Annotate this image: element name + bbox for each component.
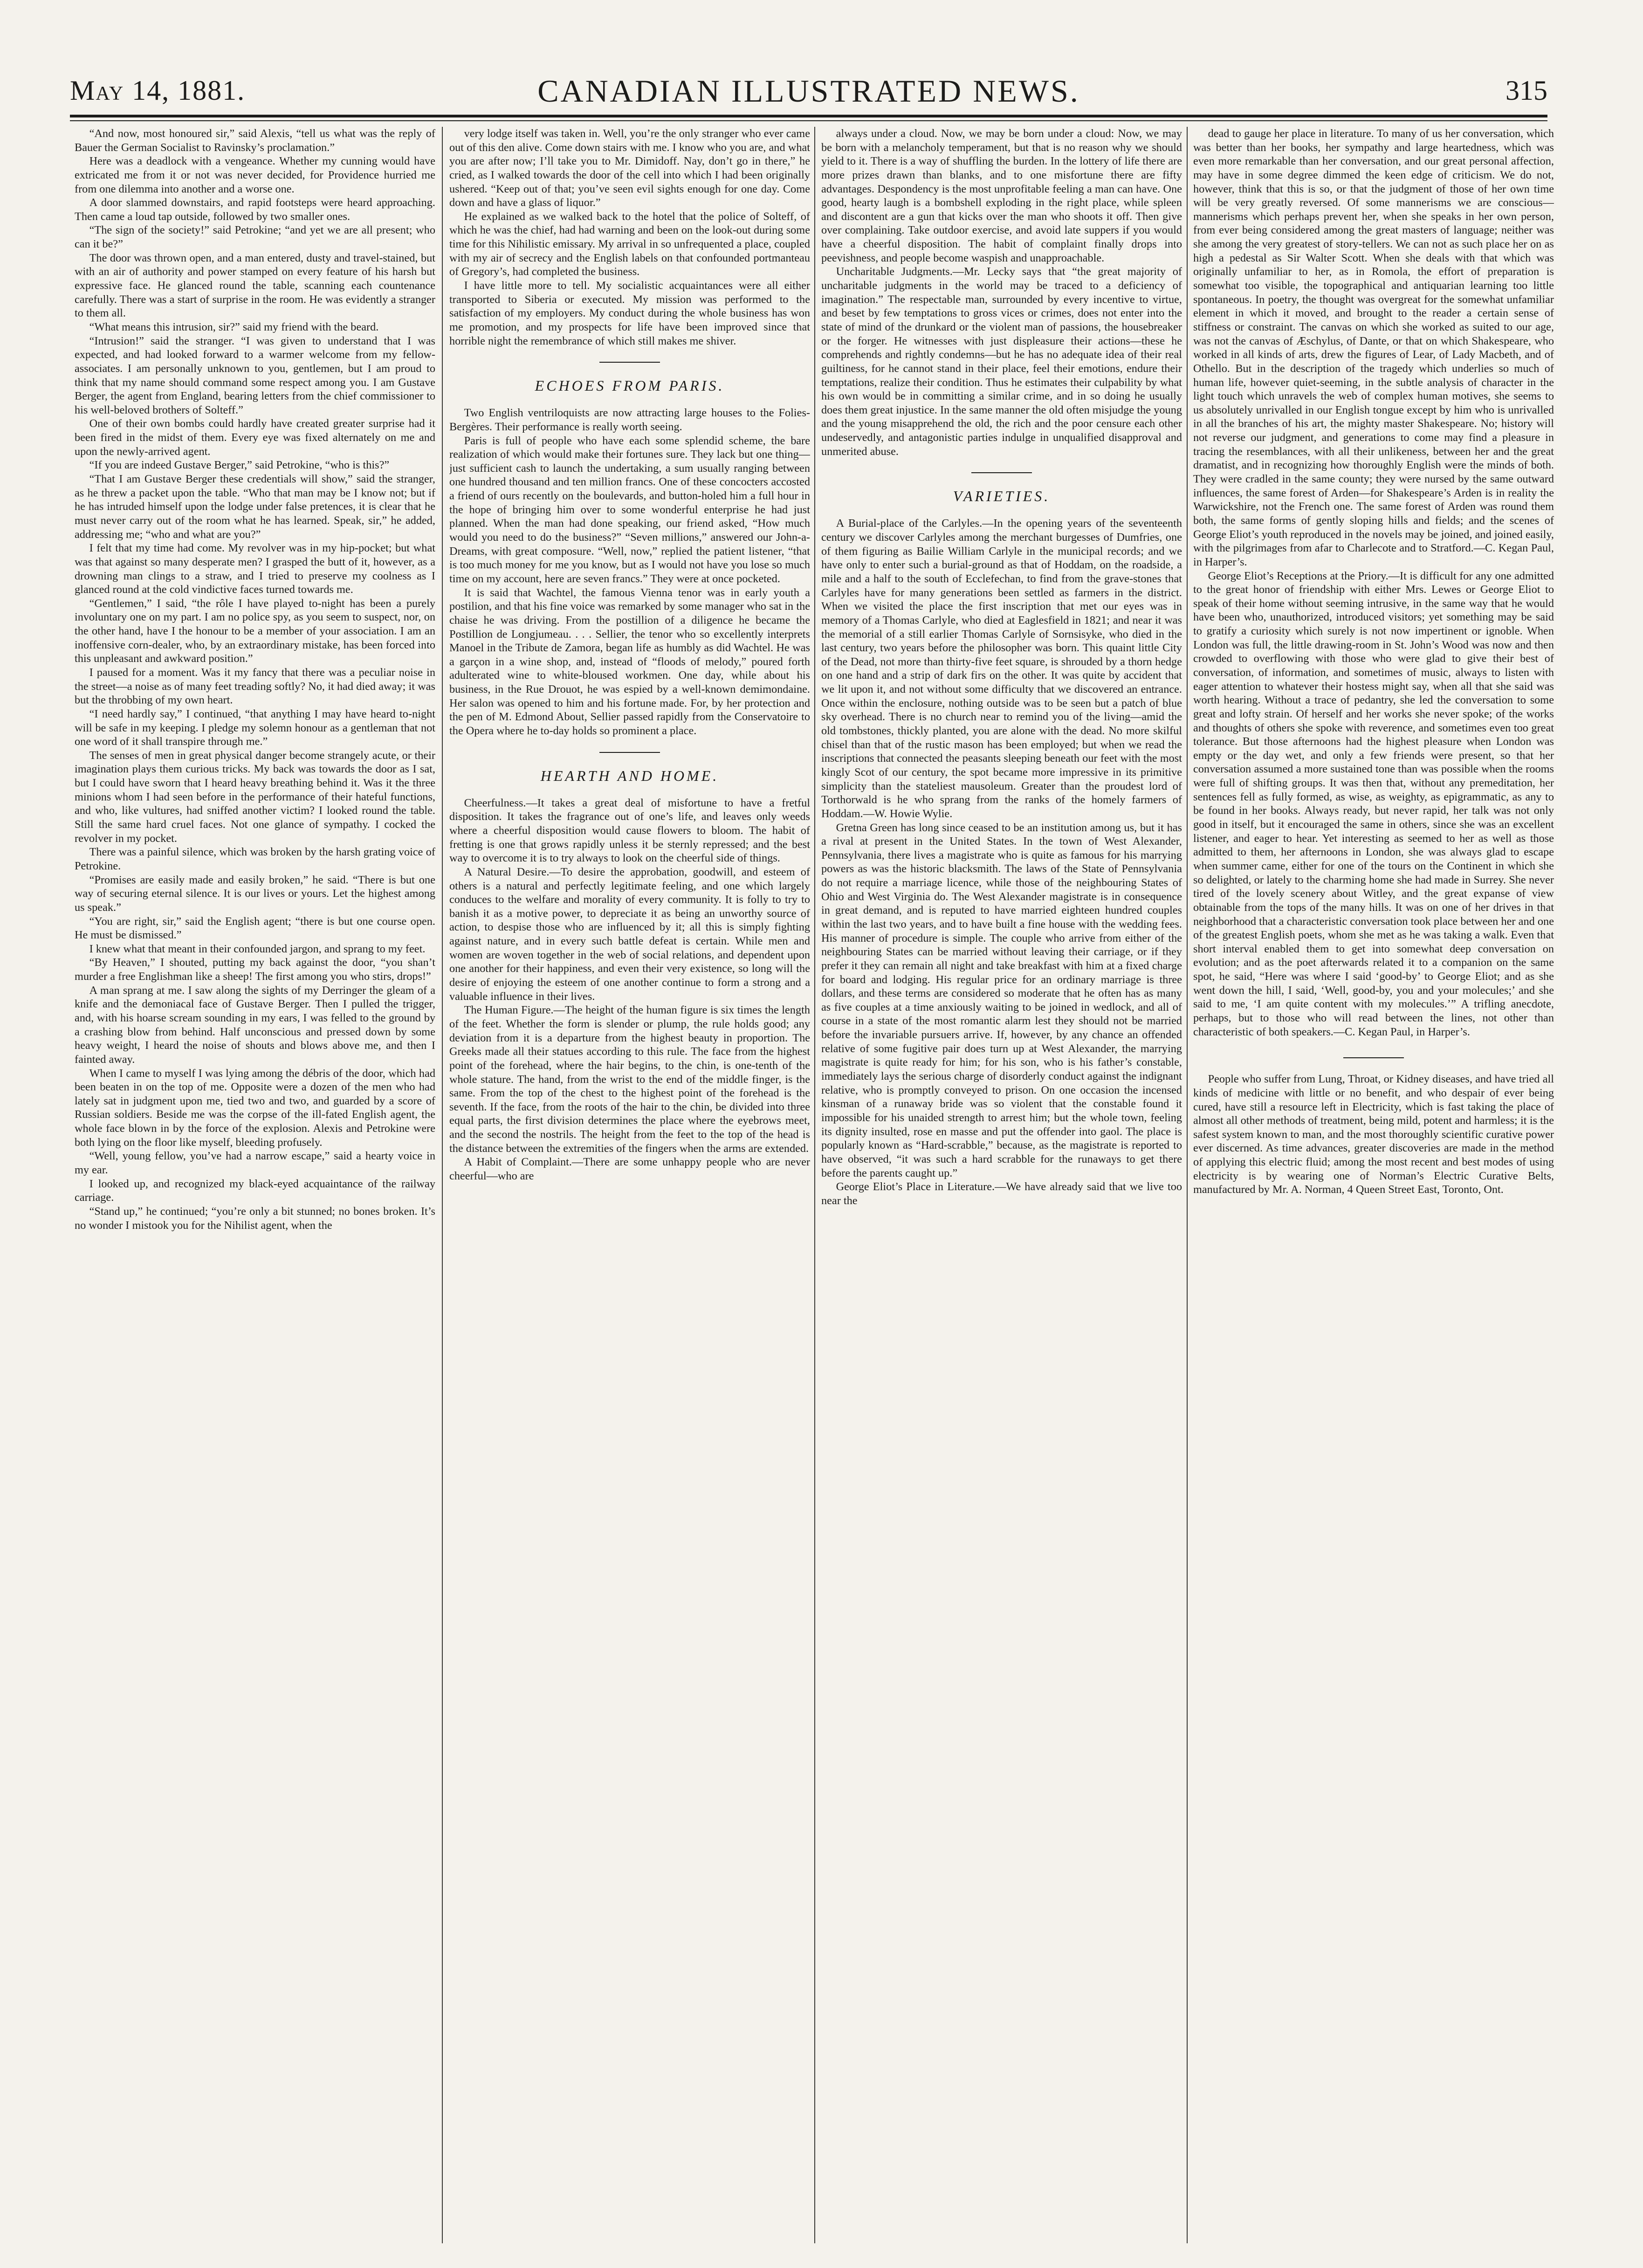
paragraph: A Burial-place of the Carlyles.—In the opening years of the seventeenth century we discover Carlyles among the merchant burgesses of Dumfries, one of them figuring as Bailie William Carlyle in the municipal records; and we have only to enter such a burial-ground as that of Hoddam, on the roadside, a mile and a half to the south of Ecclefechan, to find from the grave-stones that Carlyles have for many generations been settled as farmers in the district. When we visited the place the first inscription that met our eyes was in memory of a Thomas Carlyle, who died at Eaglesfield in 1821; and near it was the memorial of a still earlier Thomas Carlyle of Sornsisyke, who died in the last century, two years before the philosopher was born. This quaint little City of the Dead, not more than thirty-five feet square, is shrouded by a thorn hedge on one hand and a strip of dark firs on the other. It was quite by accident that we lit upon it, and not without some difficulty that we discovered an entrance. Once within the enclosure, nothing outside was to be seen but a patch of blue sky overhead. There is no church near to remind you of the living—amid the old tombstones, thickly planted, you are alone with the dead. No more skilful chisel than that of the rustic mason has been employed; but when we read the inscriptions that connected the peasants sleeping beneath our feet with the most kingly Scot of our century, the spot became more impressive in its primitive simplicity than the stateliest mausoleum. Greater than the proudest lord of Torthorwald is he who sprang from the ranks of the homely farmers of Hoddam.—W. Howie Wylie. xyxy=(821,517,1182,820)
paragraph: “The sign of the society!” said Petrokine; “and yet we are all present; who can it be?” xyxy=(75,224,435,251)
paragraph: It is said that Wachtel, the famous Vienna tenor was in early youth a postilion, and that his fine voice was remarked by some manager who sat in the chaise he was driving. From the postillion of a diligence he became the Postillion de Longjumeau. . . . Sellier, the tenor who so excellently interprets Manoel in the Tribute de Zamora, began life as humbly as did Wachtel. He was a garçon in a wine shop, and, instead of “floods of melody,” poured forth adulterated wine to white-bloused workmen. One day, while about his business, in the Rue Drouot, he was espied by a well-known demimondaine. Her salon was opened to him and his fortune made. For, by her protection and the pen of M. Edmond About, Sellier passed rapidly from the Conservatoire to the Opera where he to-day holds so prominent a place. xyxy=(449,586,810,738)
advertisement-text: People who suffer from Lung, Throat, or Kidney diseases, and have tried all kinds of medicine with little or no benefit, and who despair of ever being cured, have still a resource left in Electricity, which is fast taking the place of almost all other methods of treatment, being mild, potent and harmless; it is the safest system known to man, and the most thoroughly scientific curative power ever discerned. As time advances, greater discoveries are made in the method of applying this electric fluid; among the most recent and best modes of using electricity is by wearing one of Norman’s Electric Curative Belts, manufactured by Mr. A. Norman, 4 Queen Street East, Toronto, Ont. xyxy=(1193,1073,1554,1196)
paragraph: Cheerfulness.—It takes a great deal of misfortune to have a fretful disposition. It takes the fragrance out of one’s life, and leaves only weeds where a cheerful disposition would cause flowers to bloom. The habit of fretting is one that grows rapidly unless it be sternly repressed; and the best way to overcome it is to try always to look on the cheerful side of things. xyxy=(449,796,810,865)
advertisement xyxy=(1193,1057,1554,1197)
column-2 xyxy=(449,127,810,2243)
section-heading-echoes-from-paris: ECHOES FROM PARIS. xyxy=(535,377,725,394)
paragraph: “You are right, sir,” said the English agent; “there is but one course open. He must be dismissed.” xyxy=(75,915,435,942)
paragraph: A door slammed downstairs, and rapid footsteps were heard approaching. Then came a loud tap outside, followed by two smaller ones. xyxy=(75,196,435,223)
column-1 xyxy=(75,127,435,2243)
paragraph: I felt that my time had come. My revolver was in my hip-pocket; but what was that against so many desperate men? I grasped the butt of it, however, as a drowning man clings to a straw, and I tried to preserve my coolness as I glanced round at the cold vindictive faces turned towards me. xyxy=(75,542,435,596)
paragraph: “Promises are easily made and easily broken,” he said. “There is but one way of securing eternal silence. It is our lives or yours. Let the highest among us speak.” xyxy=(75,873,435,914)
varieties-continued xyxy=(1193,127,1554,1039)
paragraph: I paused for a moment. Was it my fancy that there was a peculiar noise in the street—a noise as of many feet treading softly? No, it had died away; it was but the throbbing of my own heart. xyxy=(75,666,435,707)
header-rule xyxy=(70,115,1547,117)
paragraph: The senses of men in great physical danger become strangely acute, or their imagination plays them curious tricks. My back was towards the door as I sat, but I could have sworn that I heard heavy breathing behind it. Was it the three minions whom I had seen before in the performance of their hateful functions, and who, like vultures, had sniffed another victim? I looked round the table. Still the same hard cruel faces. Not one glance of sympathy. I cocked the revolver in my pocket. xyxy=(75,749,435,845)
paragraph: He explained as we walked back to the hotel that the police of Solteff, of which he was the chief, had had warning and been on the look-out during some time for this Nihilistic emissary. My arrival in so unfrequented a place, coupled with my air of secrecy and the English labels on that confounded portmanteau of Gregory’s, had completed the business. xyxy=(449,210,810,278)
paragraph: One of their own bombs could hardly have created greater surprise had it been fired in the midst of them. Every eye was fixed alternately on me and upon the newly-arrived agent. xyxy=(75,417,435,458)
paragraph: “By Heaven,” I shouted, putting my back against the door, “you shan’t murder a free Englishman like a sheep! The first among you who stirs, drops!” xyxy=(75,956,435,983)
paragraph: “That I am Gustave Berger these credentials will show,” said the stranger, as he threw a packet upon the table. “Who that man may be I know not; but if he has intruded himself upon the lodge under false pretences, it is clear that he must never carry out of the room what he has learned. Speak, sir,” he added, addressing me; “who and what are you?” xyxy=(75,473,435,541)
section-heading-varieties: VARIETIES. xyxy=(953,488,1051,505)
paragraph: George Eliot’s Place in Literature.—We have already said that we live too near the xyxy=(821,1180,1182,1207)
column-divider xyxy=(814,127,815,2243)
column-3 xyxy=(821,127,1182,2243)
paragraph: “Gentlemen,” I said, “the rôle I have played to-night has been a purely involuntary one on my part. I am no police spy, as you seem to suspect, nor, on the other hand, have I the honour to be a member of your association. I am an inoffensive corn-dealer, who, by an extraordinary mistake, has been forced into this unpleasant and awkward position.” xyxy=(75,597,435,665)
paragraph: Uncharitable Judgments.—Mr. Lecky says that “the great majority of uncharitable judgments in the world may be traced to a deficiency of imagination.” The respectable man, surrounded by every incentive to virtue, and beset by few temptations to gross vices or crimes, does not enter into the state of mind of the drunkard or the violent man of passions, the housebreaker or the forger. He witnesses with just displeasure their actions—these he comprehends and rightly condemns—but he has no adequate idea of their real guiltiness, for he cannot stand in their place, feel their emotions, endure their temptations, realize their condition. Thus he estimates their culpability by what his own would be in committing a similar crime, and in so doing he usually does them great injustice. In the same manner the old often misjudge the young and the young misapprehend the old, the rich and the poor censure each other undeservedly, and antagonistic parties indulge in unqualified disapproval and unmerited abuse. xyxy=(821,265,1182,458)
echoes-from-paris-text xyxy=(449,406,810,738)
section-separator xyxy=(599,752,660,753)
column-4 xyxy=(1193,127,1554,2243)
paragraph: When I came to myself I was lying among the débris of the door, which had been beaten in on the top of me. Opposite were a dozen of the men who had lately sat in judgment upon me, tied two and two, and guarded by a score of Russian soldiers. Beside me was the corpse of the ill-fated English agent, the whole face blown in by the force of the explosion. Alexis and Petrokine were both lying on the floor like myself, bleeding profusely. xyxy=(75,1067,435,1149)
paragraph: “Stand up,” he continued; “you’re only a bit stunned; no bones broken. It’s no wonder I mistook you for the Nihilist agent, when the xyxy=(75,1205,435,1232)
paragraph: very lodge itself was taken in. Well, you’re the only stranger who ever came out of this den alive. Come down stairs with me. I know who you are, and what you are after now; I’ll take you to Mr. Dimidoff. Nay, don’t go in there,” he cried, as I walked towards the door of the cell into which I had been originally ushered. “Keep out of that; you’ve seen evil sights enough for one day. Come down and have a glass of liquor.” xyxy=(449,127,810,209)
paragraph: “I need hardly say,” I continued, “that anything I may have heard to-night will be safe in my keeping. I pledge my solemn honour as a gentleman that not one word of it shall transpire through me.” xyxy=(75,707,435,748)
paragraph: “If you are indeed Gustave Berger,” said Petrokine, “who is this?” xyxy=(89,459,390,472)
paragraph: The door was thrown open, and a man entered, dusty and travel-stained, but with an air of authority and power stamped on every feature of his harsh but expressive face. He glanced round the table, scanning each countenance carefully. There was a start of surprise in the room. He was evidently a stranger to them all. xyxy=(75,251,435,320)
column-divider xyxy=(1187,127,1188,2243)
paragraph: George Eliot’s Receptions at the Priory.—It is difficult for any one admitted to the great honor of friendship with either Mrs. Lewes or George Eliot to speak of their home without seeming intrusive, in the same way that he would have been who, unauthorized, introduced visitors; yet something may be said to gratify a curiosity which surely is not now impertinent or ignoble. When London was full, the little drawing-room in St. John’s Wood was now and then crowded to overflowing with those who were glad to give their best of conversation, of information, and sometimes of music, always to listen with eager attention to whatever their hostess might say, when all that she said was worth hearing. Without a trace of pedantry, she led the conversation to some great and lofty strain. Of herself and her works she never spoke; of the works and thoughts of others she spoke with reverence, and sometimes even too great tolerance. But those afternoons had the highest pleasure when London was empty or the day wet, and only a few friends were present, so that her conversation assumed a more sustained tone than was possible when the rooms were full of shifting groups. It was then that, without any premeditation, her sentences fell as fully formed, as wise, as weighty, as epigrammatic, as any to be found in her books. Always ready, but never rapid, her talk was not only good in itself, but it encouraged the same in others, since she was an excellent listener, and eager to hear. Yet interesting as seemed to her as well as those admitted to them, her afternoons in London, she was always glad to escape when summer came, either for one of the tours on the Continent in which she so delighted, or lately to the charming home she had made in Surrey. She never tired of the lovely scenery about Witley, and the great expanse of view obtainable from the tops of the many hills. It was on one of her drives in that neighborhood that a characteristic conversation took place between her and one of the greatest English poets, whom she met as he was taking a walk. Even that short interval enabled them to get into somewhat deep conversation on evolution; and as the poet afterwards related it to a companion on the same spot, he said, “Here was where I said ‘good-by’ to George Eliot; and as she went down the hill, I said, ‘Well, good-by, you and your molecules;’ and she said to me, ‘I am quite content with my molecules.’” A trifling anecdote, perhaps, but to those who will read between the lines, not other than characteristic of both speakers.—C. Kegan Paul, in Harper’s. xyxy=(1193,569,1554,1038)
paragraph: Paris is full of people who have each some splendid scheme, the bare realization of which would make their fortunes sure. They lack but one thing—just sufficient cash to launch the undertaking, a sum usually ranging between one hundred thousand and ten million francs. One of these concocters accosted a friend of ours recently on the boulevards, and button-holed him a full hour in the hope of bringing him over to some wonderful enterprise he had just planned. When the man had done speaking, our friend asked, “How much would you need to do the business?” “Seven millions,” answered our John-a-Dreams, with great composure. “Well, now,” replied the patient listener, “that is too much money for me you know, but as I would not have you lose so much time on my account, here are seven francs.” They were at once pocketed. xyxy=(449,434,810,585)
paragraph: “Intrusion!” said the stranger. “I was given to understand that I was expected, and had looked forward to a warmer welcome from my fellow-associates. I am personally unknown to you, gentlemen, but I am proud to think that my name should command some respect among you. I am Gustave Berger, the agent from England, bearing letters from the chief commissioner to his well-beloved brothers of Solteff.” xyxy=(75,334,435,416)
hearth-and-home-continued xyxy=(821,127,1182,458)
paragraph: “And now, most honoured sir,” said Alexis, “tell us what was the reply of Bauer the German Socialist to Ravinsky’s proclamation.” xyxy=(75,127,435,154)
hearth-and-home-text xyxy=(449,796,810,1183)
paragraph: I have little more to tell. My socialistic acquaintances were all either transported to Siberia or executed. My mission was performed to the satisfaction of my employers. My conduct during the whole business has won me promotion, and my prospects for life have been improved since that horrible night the remembrance of which still makes me shiver. xyxy=(449,279,810,347)
header-rule-thin xyxy=(70,120,1547,121)
column-divider xyxy=(442,127,443,2243)
paragraph: The Human Figure.—The height of the human figure is six times the length of the feet. Whether the form is slender or plump, the rule holds good; any deviation from it is a departure from the highest beauty in proportion. The Greeks made all their statues according to this rule. The face from the highest point of the forehead, where the hair begins, to the chin, is one-tenth of the whole stature. The hand, from the wrist to the end of the middle finger, is the same. From the top of the chest to the highest point of the forehead is the seventh. If the face, from the roots of the hair to the chin, be divided into three equal parts, the first division determines the place where the eyebrows meet, and the second the nostrils. The height from the feet to the top of the head is the distance between the extremities of the fingers when the arms are extended. xyxy=(449,1004,810,1155)
paragraph: “What means this intrusion, sir?” said my friend with the beard. xyxy=(89,320,379,333)
masthead-title: CANADIAN ILLUSTRATED NEWS. xyxy=(537,73,1080,109)
paragraph: “Well, young fellow, you’ve had a narrow escape,” said a hearty voice in my ear. xyxy=(75,1150,435,1177)
paragraph: dead to gauge her place in literature. To many of us her conversation, which was better than her books, her sympathy and large heartedness, which was even more remarkable than her conversation, and our great personal affection, may have in some degree dimmed the keen edge of criticism. We do not, however, think that this is so, or that the judgment of those of her own time will be very greatly reversed. Of some mannerisms we are conscious—mannerisms which perhaps prevent her, when she speaks in her own person, from ever being considered among the great masters of language; neither was she among the very greatest of story-tellers. We can not as such place her on as high a pedestal as Sir Walter Scott. When she deals with that which was originally unfamiliar to her, as in Romola, the effort of preparation is somewhat too visible, the topographical and antiquarian learning too little spontaneous. In poetry, the thought was overgreat for the somewhat unfamiliar element in which it moved, and brought to the reader a certain sense of stiffness or constraint. The canvas on which she worked as suited to our age, was not the canvas of Æschylus, of Dante, or that on which Shakespeare, who worked in all kinds of arts, drew the figures of Lear, of Lady Macbeth, and of Othello. But in the description of the tragedy which underlies so much of human life, however quiet-seeming, in the subtle analysis of character in the light touch which unravels the web of complex human motives, she seems to us absolutely unrivalled in our English tongue except by him who is unrivalled in all the branches of his art, the mighty master Shakespeare. No; history will not reverse our judgment, and generations to come may find a pleasure in tracing the resemblances, with all their unlikeness, between her and the great dramatist, and in recognizing how thoroughly English were the minds of both. They were cradled in the same county; they were nursed by the same outward influences, the same forest of Arden—for Shakespeare’s Arden is in reality the Warwickshire, not the French one. The same forest of Arden was round them both, the same forms of gently sloping hills and fields; and the scenes of George Eliot’s youth reproduced in the novels may be joined, and joined easily, with the pilgrimages from afar to Charlecote and to Stratford.—C. Kegan Paul, in Harper’s. xyxy=(1193,127,1554,568)
paragraph: I looked up, and recognized my black-eyed acquaintance of the railway carriage. xyxy=(75,1177,435,1204)
section-separator xyxy=(1343,1057,1404,1058)
section-separator xyxy=(971,472,1032,473)
story-ending xyxy=(449,127,810,348)
varieties-text xyxy=(821,517,1182,1207)
paragraph: A Habit of Complaint.—There are some unhappy people who are never cheerful—who are xyxy=(449,1156,810,1182)
paragraph: There was a painful silence, which was broken by the harsh grating voice of Petrokine. xyxy=(75,846,435,872)
section-separator xyxy=(599,362,660,363)
paragraph: I knew what that meant in their confounded jargon, and sprang to my feet. xyxy=(89,942,426,955)
paragraph: Gretna Green has long since ceased to be an institution among us, but it has a rival at present in the United States. In the town of West Alexander, Pennsylvania, there lives a magistrate who is quite as famous for his marrying powers as was the historic blacksmith. The laws of the State of Pennsylvania do not require a marriage licence, while those of the neighbouring States of Ohio and West Virginia do. The West Alexander magistrate is in consequence in great demand, and is reputed to have married eighteen hundred couples within the last two years, and to have built a fine house with the wedding fees. His manner of procedure is simple. The couple who arrive from either of the neighbouring States can be married without leaving their carriage, or if they prefer it they can remain all night and take breakfast with him at a fixed charge for board and lodging. His regular price for an ordinary marriage is three dollars, and these terms are considered so moderate that he often has as many as five couples at a time anxiously waiting to be joined in wedlock, and all of course in a state of the most romantic alarm lest they should not be married before the invariable pursuers arrive. If, however, by any chance an offended relative of some fugitive pair does turn up at West Alexander, the marrying magistrate is quite ready for him; for his son, who is his father’s constable, immediately lays the serious charge of disorderly conduct against the indignant relative, who is promptly conveyed to prison. On one occasion the incensed kinsman of a runaway bride was so violent that the constable found it impossible for his unaided strength to arrest him; but the whole town, feeling its dignity insulted, rose en masse and put the offender into gaol. The place is popularly known as “Hard-scrabble,” because, as the magistrate is reported to have observed, “it was such a hard scrabble for the runaways to get there before the parents caught up.” xyxy=(821,821,1182,1179)
paragraph: Two English ventriloquists are now attracting large houses to the Folies-Bergères. Their performance is really worth seeing. xyxy=(449,407,810,433)
page-header xyxy=(70,70,1547,126)
paragraph: A man sprang at me. I saw along the sights of my Derringer the gleam of a knife and the demoniacal face of Gustave Berger. Then I pulled the trigger, and, with his hoarse scream sounding in my ears, I was felled to the ground by a crashing blow from behind. Half unconscious and pressed down by some heavy weight, I heard the noise of shouts and blows above me, and then I fainted away. xyxy=(75,984,435,1066)
section-heading-hearth-and-home: HEARTH AND HOME. xyxy=(540,767,719,784)
paragraph: always under a cloud. Now, we may be born under a cloud: Now, we may be born with a melancholy temperament, but that is no reason why we should yield to it. There is a way of shuffling the burden. In the lottery of life there are more prizes drawn than blanks, and to one misfortune there are fifty advantages. Despondency is the most unprofitable feeling a man can have. One good, hearty laugh is a bombshell exploding in the right place, while spleen and discontent are a gun that kicks over the man who shoots it off. Then give over complaining. Take outdoor exercise, and avoid late suppers if you would have a cheerful disposition. The habit of complaint finally drops into peevishness, and people become waspish and unapproachable. xyxy=(821,127,1182,264)
paragraph: Here was a deadlock with a vengeance. Whether my cunning would have extricated me from it or not was never decided, for Providence hurried me from one dilemma into another and a worse one. xyxy=(75,155,435,195)
page-number: 315 xyxy=(1506,75,1547,106)
story-text xyxy=(75,127,435,1232)
issue-date: May 14, 1881. xyxy=(70,75,246,106)
paragraph: A Natural Desire.—To desire the approbation, goodwill, and esteem of others is a natural and perfectly legitimate feeling, and one which largely conduces to the welfare and morality of every community. It is folly to try to banish it as a motive power, to depreciate it as being an unworthy source of action, to despise those who are influenced by it; all this is simply fighting against nature, and in every such battle defeat is certain. While men and women are woven together in the web of social relations, and dependent upon one another for their happiness, and even their very existence, so long will the desire of enjoying the esteem of one another continue to form a strong and a valuable influence in their lives. xyxy=(449,865,810,1003)
